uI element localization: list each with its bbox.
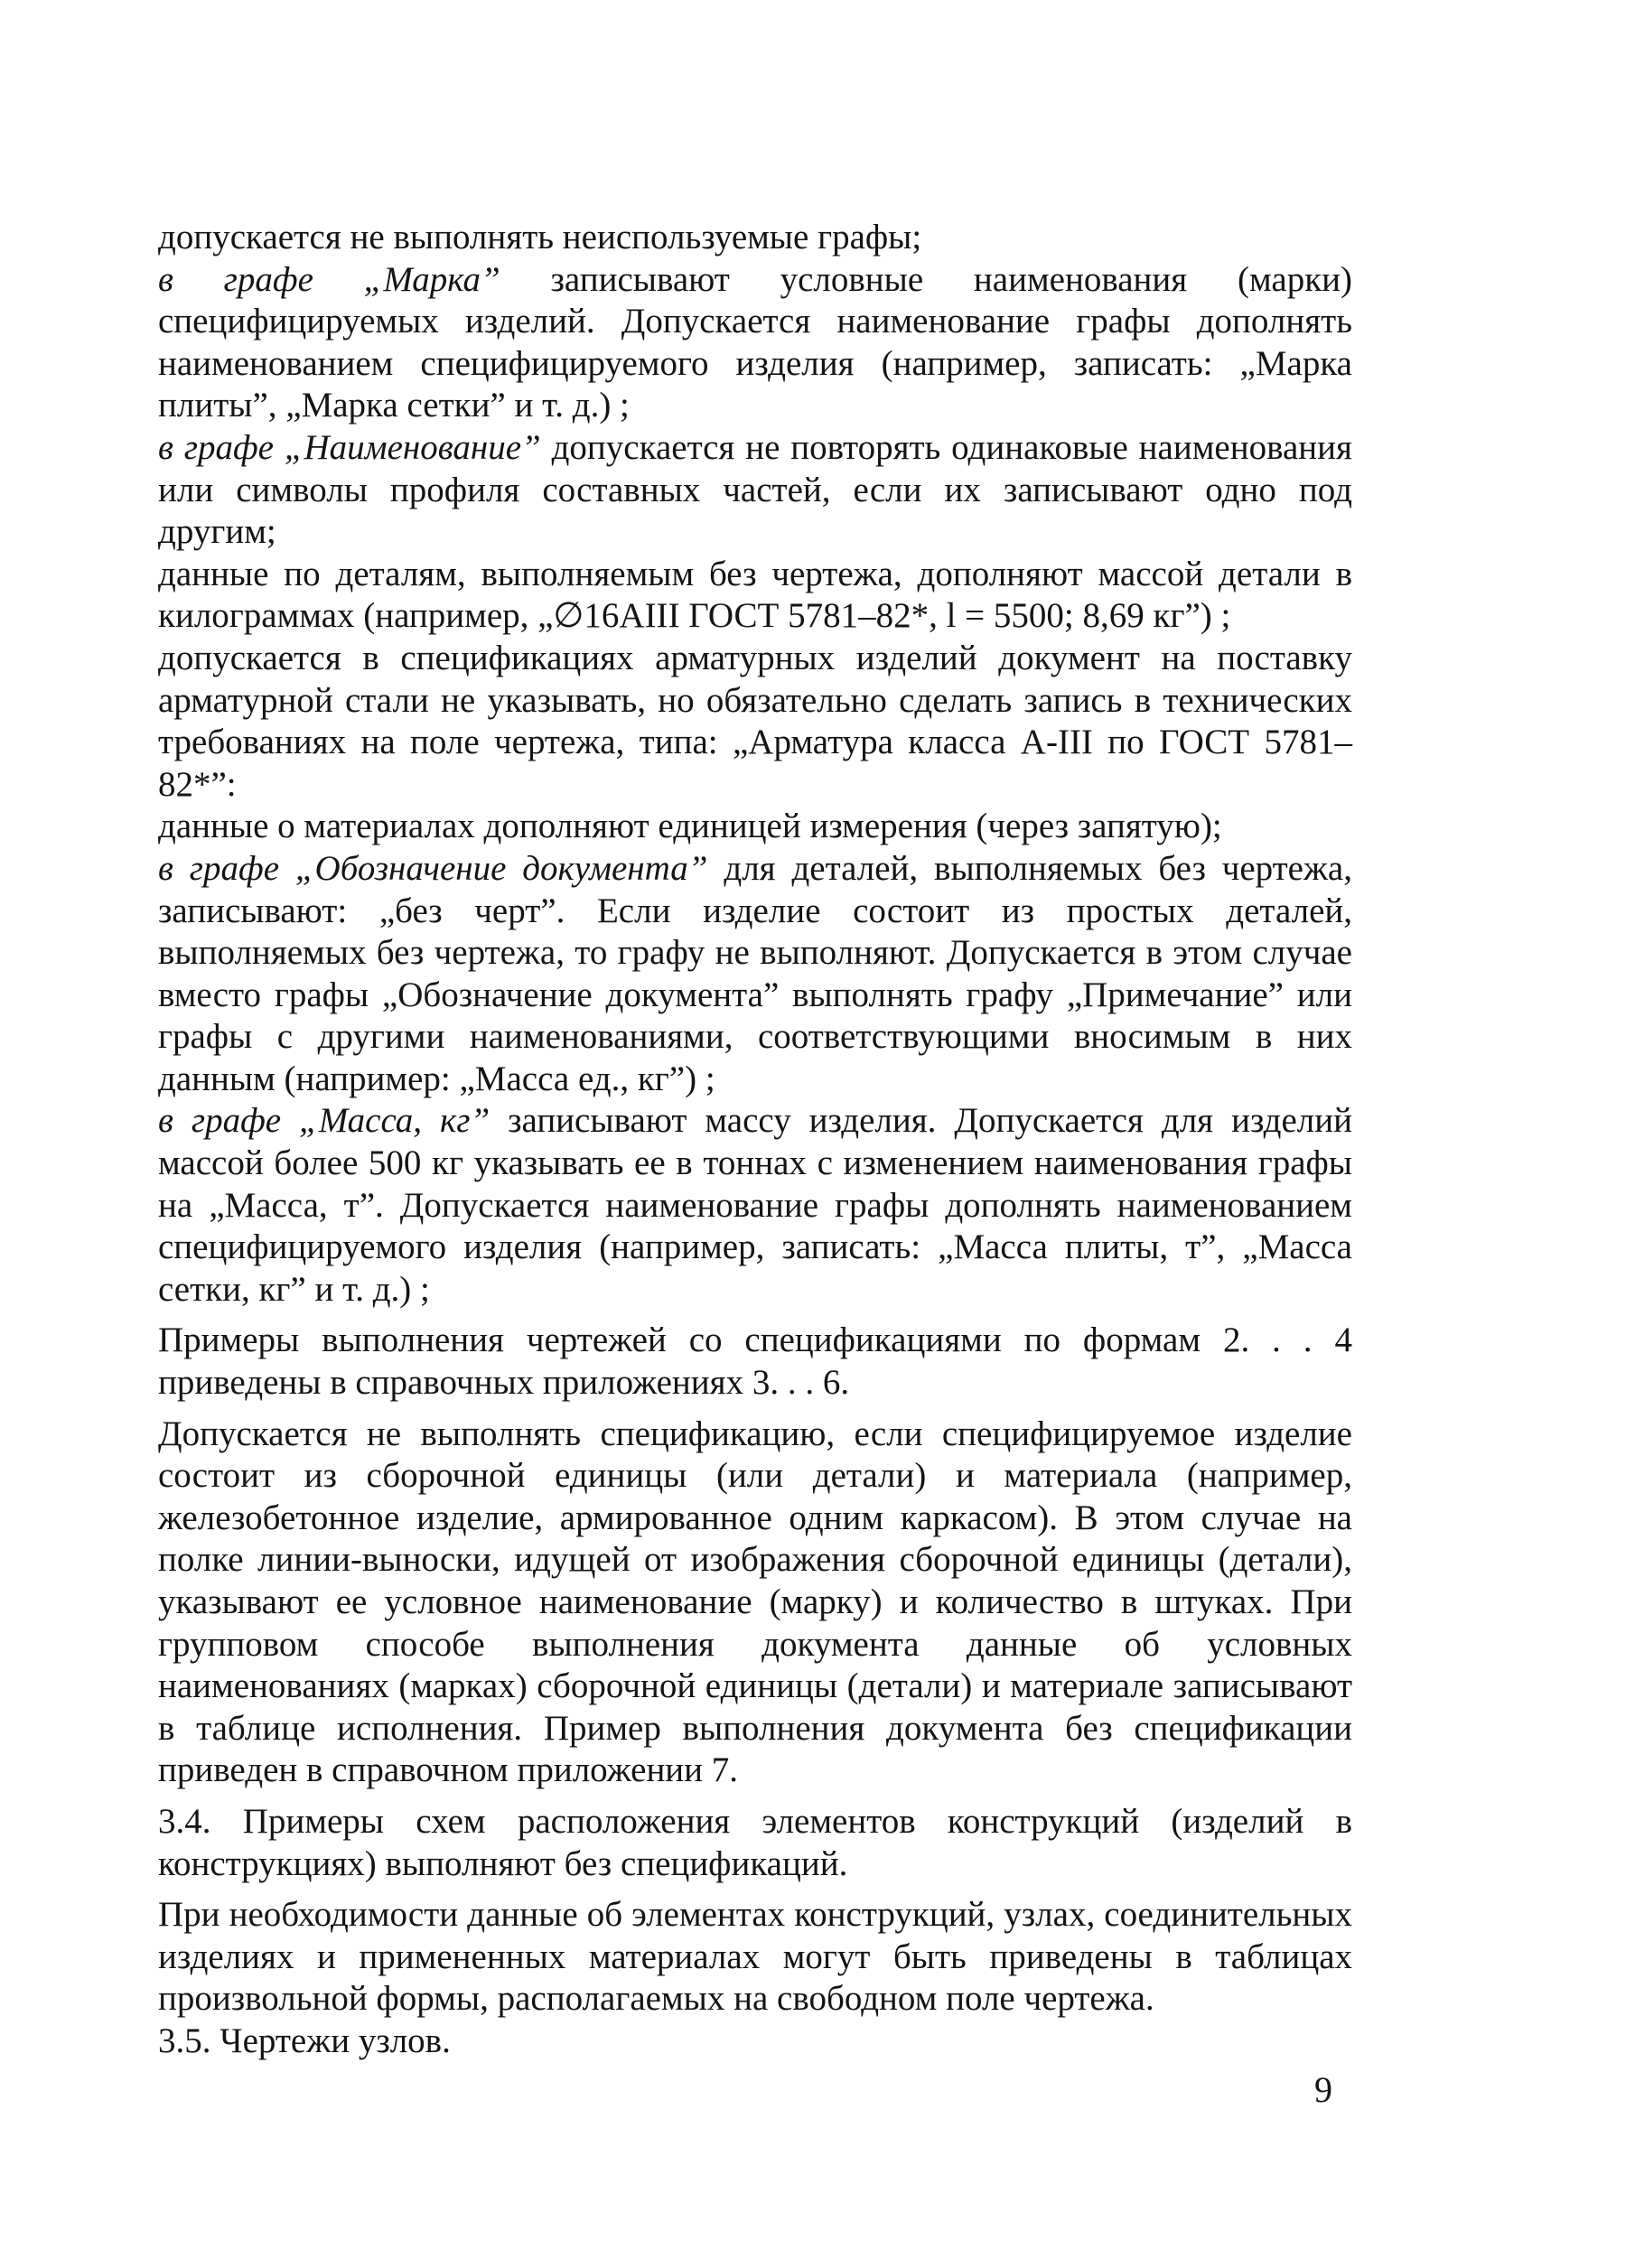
paragraph-section-3-5: 3.5. Чертежи узлов. [158, 2021, 451, 2060]
paragraph-unused-columns: допускается не выполнять неиспользуемые графы; [158, 218, 922, 257]
paragraph-no-specification: Допускается не выполнять спецификацию, если специфицируемое изделие состоит из сборочной единицы (или детали) и материала (например, железобетонное изделие, армированное одним каркасом). В этом случае на полке линии-выноски, идущей от изображения сборочной единицы (детали), указывают ее условное наименование (марку) и количество в штуках. При групповом способе выполнения документа данные об условных наименованиях (марках) сборочной единицы (детали) и материале записывают в таблице исполнения. Пример выполнения документа без спецификации приведен в справочном приложении 7. [158, 1414, 1352, 1790]
page-number: 9 [1314, 2069, 1332, 2110]
paragraph-reinforcement: допускается в спецификациях арматурных изделий документ на поставку арматурной стали не указывать, но обязательно сделать запись в технических требованиях на поле чертежа, типа: „Арматура класса A-III по ГОСТ 5781–82*”: [158, 638, 1352, 804]
name-column-text: допускается не повторять одинаковые наименования или символы профиля составных частей, если их записывают одно под другим; [158, 427, 1352, 552]
mass-column-text: записывают массу изделия. Допускается для изделий массой более 500 кг указывать ее в тоннах с изменением наименования графы на „Масса, т”. Допускается наименование графы дополнять наименованием специфицируемого изделия (например, записать: „Масса плиты, т”, „Масса сетки, кг” и т. д.) ; [158, 1101, 1352, 1309]
document-column-lead: в графе „Обозначение документа” [158, 848, 708, 888]
paragraph-name-column [158, 427, 1352, 554]
document-column-text: для деталей, выполняемых без чертежа, записывают: „без черт”. Если изделие состоит из простых деталей, выполняемых без чертежа, то графу не выполняют. Допускается в этом случае вместо графы „Обозначение документа” выполнять графу „Примечание” или графы с другими наименованиями, соответствующими вносимым в них данным (например: „Масса ед., кг”) ; [158, 848, 1352, 1098]
paragraph-parts-mass: данные по деталям, выполняемым без чертежа, дополняют массой детали в килограммах (например, „∅16AIII ГОСТ 5781–82*, l = 5500; 8,69 кг”) ; [158, 554, 1352, 636]
paragraph-mass-column [158, 1100, 1352, 1311]
mass-column-lead: в графе „Масса, кг” [158, 1101, 490, 1141]
paragraph-elements-data: При необходимости данные об элементах конструкций, узлах, соединительных изделиях и примененных материалах могут быть приведены в таблицах произвольной формы, располагаемых на свободном поле чертежа. [158, 1895, 1352, 2019]
paragraph-mark-column [158, 259, 1352, 427]
paragraph-examples: Примеры выполнения чертежей со спецификациями по формам 2. . . 4 приведены в справочных приложениях 3. . . 6. [158, 1321, 1352, 1403]
paragraph-materials-units: данные о материалах дополняют единицей измерения (через запятую); [158, 807, 1222, 846]
paragraph-document-column [158, 848, 1352, 1101]
page-body [158, 217, 1352, 2063]
paragraph-section-3-4: 3.4. Примеры схем расположения элементов конструкций (изделий в конструкциях) выполняют без спецификаций. [158, 1801, 1352, 1883]
name-column-lead: в графе „Наименование” [158, 427, 541, 467]
mark-column-text: записывают условные наименования (марки) специфицируемых изделий. Допускается наименование графы дополнять наименованием специфицируемого изделия (например, записать: „Марка плиты”, „Марка сетки” и т. д.) ; [158, 259, 1352, 425]
mark-column-lead: в графе „Марка” [158, 259, 500, 299]
